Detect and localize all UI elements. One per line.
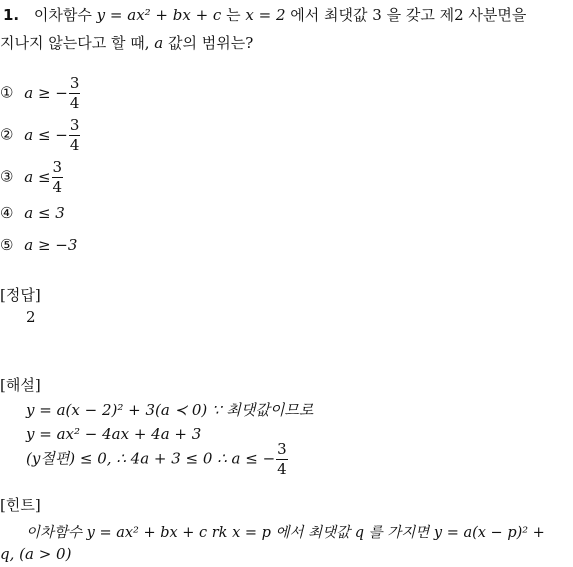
problem-variable: a xyxy=(154,34,164,52)
choice-marker: ① xyxy=(0,83,14,102)
choice-marker: ② xyxy=(0,125,14,144)
choice-fraction xyxy=(69,118,81,153)
fraction-numerator: 3 xyxy=(277,440,287,458)
solution-fraction xyxy=(276,442,288,477)
choice-text: a ≤ − xyxy=(24,125,68,144)
hint-heading: [힌트] xyxy=(0,496,41,514)
choice-3 xyxy=(0,160,63,195)
choice-marker: ④ xyxy=(0,204,14,222)
solution-line-2: y = ax² − 4ax + 4a + 3 xyxy=(26,425,202,443)
solution-line-1: y = a(x − 2)² + 3(a ≺ 0) ∵ 최댓값이므로 xyxy=(26,401,314,419)
fraction-denominator: 4 xyxy=(69,136,80,154)
problem-line-1 xyxy=(3,4,526,25)
choice-4 xyxy=(0,204,65,222)
problem-text-prefix: 이차함수 xyxy=(33,6,92,24)
answer-value: 2 xyxy=(26,308,36,326)
answer-heading: [정답] xyxy=(0,286,41,304)
problem-line2-prefix: 지나지 않는다고 할 때, xyxy=(0,34,150,52)
choice-fraction xyxy=(69,76,81,111)
fraction-denominator: 4 xyxy=(69,94,80,112)
choice-5 xyxy=(0,236,77,254)
fraction-denominator: 4 xyxy=(52,178,63,196)
solution-line3-text: (y절편) ≤ 0, ∴ 4a + 3 ≤ 0 ∴ a ≤ − xyxy=(26,449,276,468)
problem-text-suffix: 에서 최댓값 3 을 갖고 제2 사분면을 xyxy=(290,6,527,24)
choice-text: a ≤ 3 xyxy=(24,204,65,222)
hint-line-1 xyxy=(26,521,545,542)
solution-heading: [해설] xyxy=(0,376,41,394)
choice-text: a ≤ xyxy=(24,167,51,186)
solution-line-3 xyxy=(26,442,288,477)
problem-line-2 xyxy=(0,32,253,53)
choice-marker: ③ xyxy=(0,167,14,186)
problem-text-mid: 는 xyxy=(226,6,241,24)
fraction-numerator: 3 xyxy=(52,158,63,176)
problem-x-value: x = 2 xyxy=(245,6,286,24)
fraction-numerator: 3 xyxy=(69,74,80,92)
choice-1 xyxy=(0,76,80,111)
choice-text: a ≥ −3 xyxy=(24,236,78,254)
problem-number: 1. xyxy=(3,6,20,24)
choice-fraction xyxy=(52,160,64,195)
problem-line2-suffix: 값의 범위는? xyxy=(168,34,254,52)
fraction-numerator: 3 xyxy=(69,116,80,134)
problem-function: y = ax² + bx + c xyxy=(96,6,222,24)
hint-text: 이차함수 y = ax² + bx + c rk x = p 에서 최댓값 q 를 가지면 y = a(x − p)² + xyxy=(26,525,545,541)
choice-2 xyxy=(0,118,80,153)
hint-line-2: q, (a > 0) xyxy=(0,545,72,563)
choice-marker: ⑤ xyxy=(0,236,14,254)
fraction-denominator: 4 xyxy=(277,460,287,478)
choice-text: a ≥ − xyxy=(24,83,68,102)
